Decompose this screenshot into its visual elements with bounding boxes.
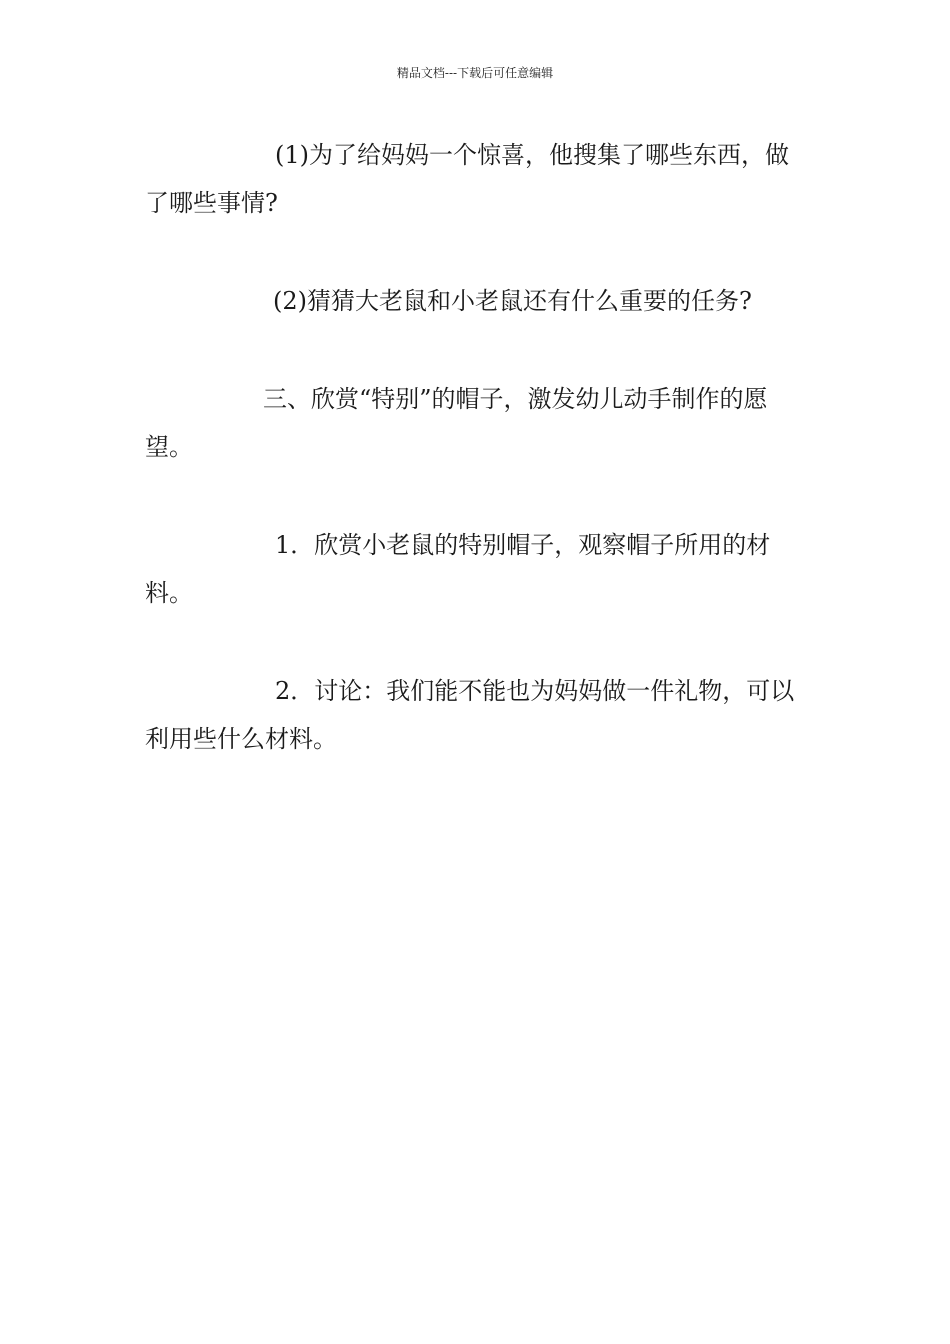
question-2-paragraph: (2)猜猜大老鼠和小老鼠还有什么重要的任务? [273, 287, 752, 315]
step-1-paragraph: 1．欣赏小老鼠的特别帽子，观察帽子所用的材料。 [145, 531, 771, 607]
step-2-paragraph: 2．讨论：我们能不能也为妈妈做一件礼物，可以利用些什么材料。 [145, 677, 795, 753]
question-1-paragraph: (1)为了给妈妈一个惊喜，他搜集了哪些东西，做了哪些事情? [145, 141, 789, 217]
page-header: 精品文档---下载后可任意编辑 [396, 66, 554, 80]
document-body [145, 131, 805, 763]
section-3-heading: 三、欣赏“特别”的帽子，激发幼儿动手制作的愿望。 [145, 385, 768, 461]
